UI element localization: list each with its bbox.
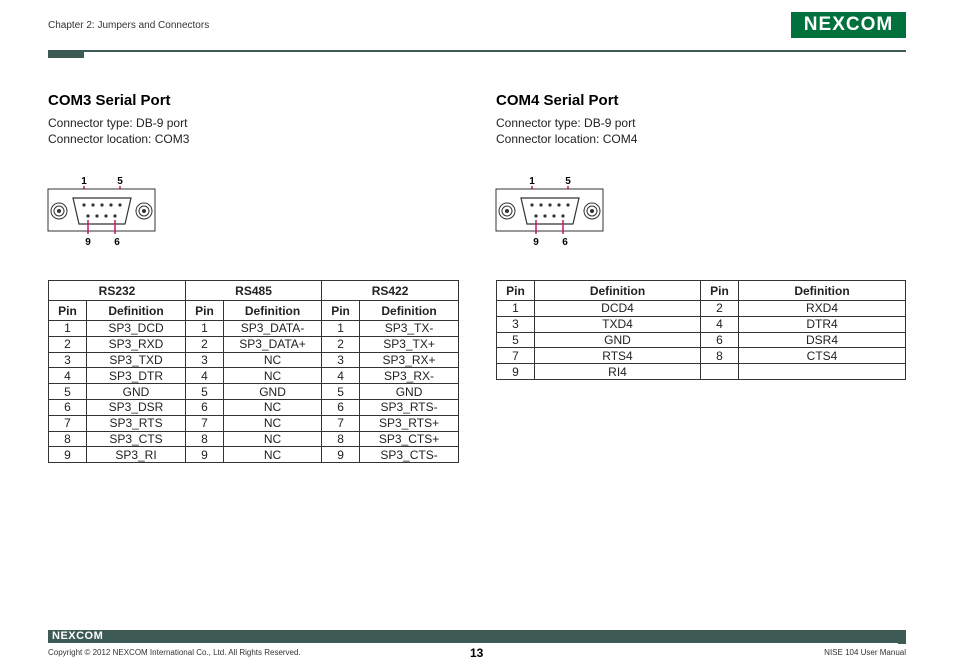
com3-connector-type: Connector type: DB-9 port: [48, 116, 188, 130]
table-row: [497, 332, 906, 348]
com4-pin-label-5: 5: [565, 176, 571, 187]
table-cell: NC: [224, 447, 322, 463]
table-cell: SP3_DATA+: [224, 336, 322, 352]
table-cell: [739, 364, 906, 380]
com4-connector-location: Connector location: COM4: [496, 132, 638, 146]
table-cell: 5: [49, 384, 87, 400]
com4-col-definition: Definition: [739, 281, 906, 301]
table-cell: GND: [87, 384, 186, 400]
table-cell: 5: [186, 384, 224, 400]
table-cell: 1: [186, 321, 224, 337]
table-cell: 3: [49, 352, 87, 368]
com3-col-definition: Definition: [224, 301, 322, 321]
footer-copyright: Copyright © 2012 NEXCOM International Co., Ltd. All Rights Reserved.: [48, 648, 301, 657]
com4-table-body: [497, 301, 906, 380]
com3-group-rs232: RS232: [49, 281, 186, 301]
table-row: [49, 447, 459, 463]
table-cell: 5: [322, 384, 360, 400]
table-cell: 4: [49, 368, 87, 384]
footer-bar: [48, 630, 906, 643]
table-cell: DTR4: [739, 316, 906, 332]
table-cell: 4: [701, 316, 739, 332]
table-cell: 9: [497, 364, 535, 380]
table-cell: 7: [322, 415, 360, 431]
table-cell: SP3_CTS: [87, 431, 186, 447]
table-cell: 1: [497, 301, 535, 317]
table-cell: GND: [535, 332, 701, 348]
table-cell: SP3_RTS+: [360, 415, 459, 431]
table-cell: NC: [224, 415, 322, 431]
com3-pin-label-1: 1: [81, 176, 87, 187]
com4-db9-connector-diagram: [494, 172, 606, 250]
table-cell: SP3_CTS-: [360, 447, 459, 463]
table-cell: 2: [49, 336, 87, 352]
table-cell: SP3_RX+: [360, 352, 459, 368]
com4-title: COM4 Serial Port: [496, 92, 619, 109]
table-cell: NC: [224, 368, 322, 384]
table-cell: [701, 364, 739, 380]
table-row: [49, 399, 459, 415]
table-cell: 7: [497, 348, 535, 364]
header-rule-tab: [48, 50, 84, 58]
table-cell: 7: [186, 415, 224, 431]
table-cell: SP3_DTR: [87, 368, 186, 384]
table-cell: SP3_DATA-: [224, 321, 322, 337]
table-cell: 3: [186, 352, 224, 368]
table-row: [49, 352, 459, 368]
com3-pin-label-6: 6: [114, 237, 120, 248]
table-cell: SP3_RXD: [87, 336, 186, 352]
table-cell: DCD4: [535, 301, 701, 317]
table-cell: RXD4: [739, 301, 906, 317]
table-cell: NC: [224, 352, 322, 368]
table-cell: NC: [224, 399, 322, 415]
table-cell: CTS4: [739, 348, 906, 364]
table-row: [49, 321, 459, 337]
table-cell: SP3_TX+: [360, 336, 459, 352]
com4-pin-label-9: 9: [533, 237, 539, 248]
table-cell: SP3_RI: [87, 447, 186, 463]
page-number: 13: [470, 646, 484, 660]
com3-db9-connector-diagram: [46, 172, 158, 250]
com4-col-definition: Definition: [535, 281, 701, 301]
com3-col-definition: Definition: [360, 301, 459, 321]
table-cell: SP3_CTS+: [360, 431, 459, 447]
table-cell: 2: [322, 336, 360, 352]
header-rule: [48, 50, 906, 52]
com3-group-rs485: RS485: [186, 281, 322, 301]
table-cell: SP3_DCD: [87, 321, 186, 337]
table-cell: 1: [49, 321, 87, 337]
table-cell: DSR4: [739, 332, 906, 348]
table-cell: 4: [322, 368, 360, 384]
table-cell: 1: [322, 321, 360, 337]
table-cell: 8: [186, 431, 224, 447]
com3-col-pin: Pin: [322, 301, 360, 321]
chapter-title: Chapter 2: Jumpers and Connectors: [48, 20, 210, 31]
table-cell: TXD4: [535, 316, 701, 332]
table-cell: 3: [322, 352, 360, 368]
table-row: [49, 384, 459, 400]
com4-pin-table: [496, 280, 906, 380]
table-cell: 5: [497, 332, 535, 348]
table-cell: 2: [186, 336, 224, 352]
com3-col-pin: Pin: [186, 301, 224, 321]
table-row: [49, 368, 459, 384]
com3-connector-location: Connector location: COM3: [48, 132, 190, 146]
com3-title: COM3 Serial Port: [48, 92, 171, 109]
table-cell: SP3_DSR: [87, 399, 186, 415]
table-cell: NC: [224, 431, 322, 447]
table-cell: GND: [224, 384, 322, 400]
com3-pin-table: [48, 280, 459, 463]
com3-col-pin: Pin: [49, 301, 87, 321]
footer-square-decor: [898, 639, 906, 644]
table-row: [497, 364, 906, 380]
table-cell: SP3_TXD: [87, 352, 186, 368]
table-cell: 6: [186, 399, 224, 415]
table-cell: RI4: [535, 364, 701, 380]
table-row: [49, 431, 459, 447]
com4-pin-label-6: 6: [562, 237, 568, 248]
com3-group-rs422: RS422: [322, 281, 459, 301]
manual-title: NISE 104 User Manual: [824, 648, 906, 657]
table-cell: 6: [49, 399, 87, 415]
com4-col-pin: Pin: [497, 281, 535, 301]
nexcom-logo: NEXCOM: [791, 12, 906, 38]
table-cell: SP3_RX-: [360, 368, 459, 384]
table-cell: 7: [49, 415, 87, 431]
footer-square-decor: [889, 630, 897, 638]
table-cell: 6: [322, 399, 360, 415]
table-row: [49, 336, 459, 352]
table-cell: RTS4: [535, 348, 701, 364]
table-cell: 9: [322, 447, 360, 463]
com4-connector-type: Connector type: DB-9 port: [496, 116, 636, 130]
table-row: [497, 316, 906, 332]
com3-col-definition: Definition: [87, 301, 186, 321]
table-cell: SP3_RTS: [87, 415, 186, 431]
table-row: [497, 301, 906, 317]
com4-pin-label-1: 1: [529, 176, 535, 187]
table-cell: 8: [322, 431, 360, 447]
table-cell: 4: [186, 368, 224, 384]
com3-pin-label-5: 5: [117, 176, 123, 187]
table-cell: 8: [701, 348, 739, 364]
footer-nexcom-logo: NEXCOM: [52, 630, 104, 642]
table-cell: 3: [497, 316, 535, 332]
table-cell: 6: [701, 332, 739, 348]
table-cell: GND: [360, 384, 459, 400]
table-cell: 9: [49, 447, 87, 463]
table-row: [49, 415, 459, 431]
table-cell: 8: [49, 431, 87, 447]
table-cell: SP3_RTS-: [360, 399, 459, 415]
table-cell: 9: [186, 447, 224, 463]
com3-pin-label-9: 9: [85, 237, 91, 248]
com3-table-body: [49, 321, 459, 463]
table-row: [497, 348, 906, 364]
table-cell: 2: [701, 301, 739, 317]
com4-col-pin: Pin: [701, 281, 739, 301]
table-cell: SP3_TX-: [360, 321, 459, 337]
